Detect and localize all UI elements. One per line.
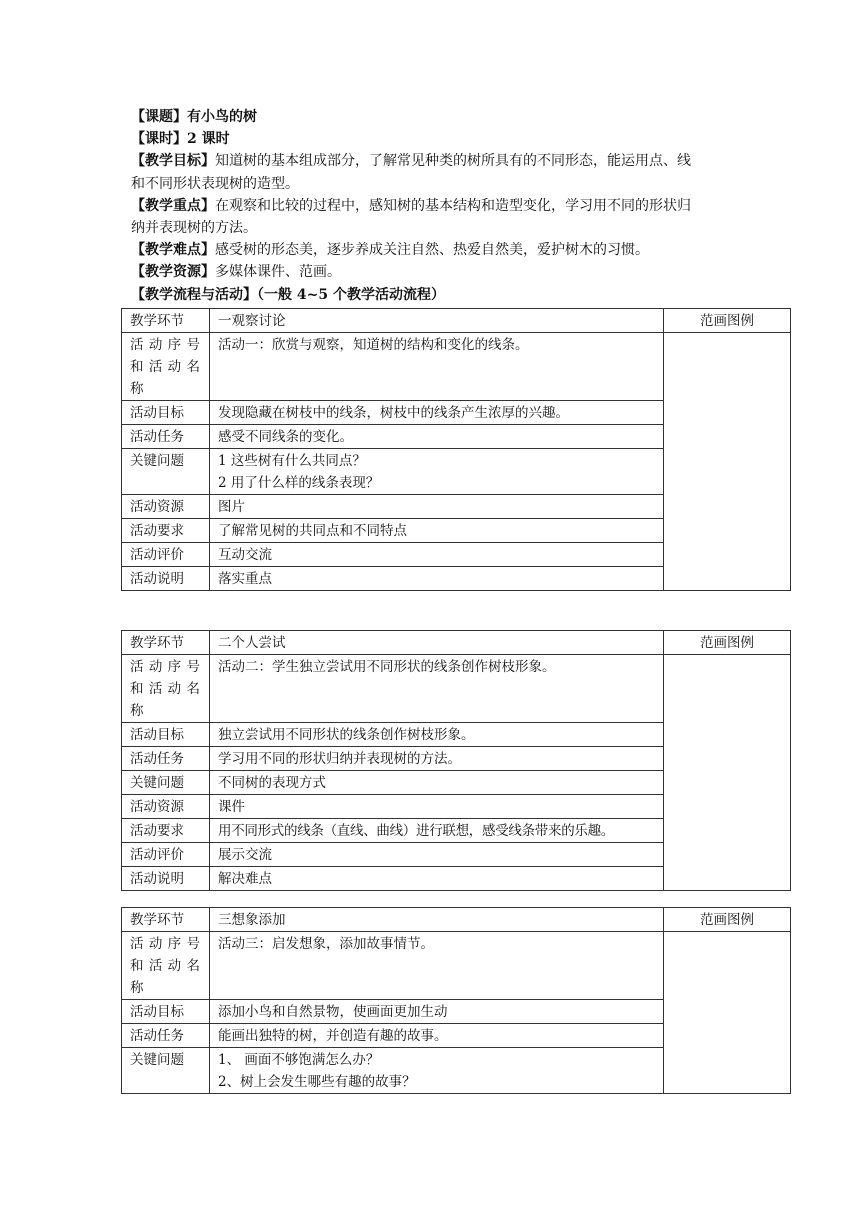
activity-label: 活动序号和活动名称 (122, 932, 210, 1000)
goal-value-1: 知道树的基本组成部分，了解常见种类的树所具有的不同形态，能运用点、线 (215, 153, 691, 170)
task-value: 能画出独特的树，并创造有趣的故事。 (210, 1024, 664, 1048)
difficulty-line (131, 239, 751, 261)
stage-value: 三想象添加 (210, 908, 664, 932)
goal-value-2: 和不同形状表现树的造型。 (131, 175, 299, 192)
goal-label: 活动目标 (122, 723, 210, 747)
note-value: 落实重点 (210, 567, 664, 591)
question-values (210, 449, 664, 495)
stage-label: 教学环节 (122, 631, 210, 655)
resource-value: 多媒体课件、范画。 (215, 264, 341, 281)
require-label: 活动要求 (122, 819, 210, 843)
key-point-value-1: 在观察和比较的过程中，感知树的基本结构和造型变化，学习用不同的形状归 (215, 197, 691, 214)
activity-table-2 (121, 630, 791, 891)
activity-label: 活动序号和活动名称 (122, 333, 210, 401)
activity-table-1 (121, 308, 791, 591)
table-row (122, 333, 791, 401)
goal-value: 添加小鸟和自然景物，使画面更加生动 (210, 1000, 664, 1024)
eval-label: 活动评价 (122, 843, 210, 867)
key-point-label: 【教学重点】 (131, 197, 215, 214)
key-point-value-2: 纳并表现树的方法。 (131, 220, 257, 237)
require-value: 了解常见树的共同点和不同特点 (210, 519, 664, 543)
question-item: 2 用了什么样的线条表现？ (218, 475, 380, 491)
goal-value: 发现隐藏在树枝中的线条，树枝中的线条产生浓厚的兴趣。 (210, 401, 664, 425)
goal-label: 【教学目标】 (131, 153, 215, 170)
stage-value: 二个人尝试 (210, 631, 664, 655)
activity-label: 活动序号和活动名称 (122, 655, 210, 723)
lesson-header (131, 106, 751, 306)
note-label: 活动说明 (122, 567, 210, 591)
question-value: 不同树的表现方式 (210, 771, 664, 795)
goal-line (131, 150, 751, 172)
stage-value: 一观察讨论 (210, 309, 664, 333)
goal-label: 活动目标 (122, 1000, 210, 1024)
activity-table-3 (121, 907, 791, 1094)
example-image-cell (664, 655, 791, 891)
question-item: 1、 画面不够饱满怎么办？ (218, 1052, 380, 1068)
question-item: 2、树上会发生哪些有趣的故事？ (218, 1074, 416, 1090)
flow-line (131, 284, 751, 306)
example-image-cell (664, 932, 791, 1094)
note-value: 解决难点 (210, 867, 664, 891)
example-label: 范画图例 (664, 908, 791, 932)
question-values (210, 1048, 664, 1094)
stage-label: 教学环节 (122, 908, 210, 932)
key-point-line (131, 195, 751, 217)
eval-value: 互动交流 (210, 543, 664, 567)
flow-label: 【教学流程与活动】（一般 4~5 个教学活动流程） (131, 286, 445, 303)
question-label: 关键问题 (122, 449, 210, 495)
table-row (122, 932, 791, 1000)
resource-value: 课件 (210, 795, 664, 819)
note-label: 活动说明 (122, 867, 210, 891)
example-label: 范画图例 (664, 631, 791, 655)
resource-line (131, 261, 751, 283)
require-value: 用不同形式的线条（直线、曲线）进行联想，感受线条带来的乐趣。 (210, 819, 664, 843)
resource-label: 活动资源 (122, 795, 210, 819)
question-label: 关键问题 (122, 771, 210, 795)
require-label: 活动要求 (122, 519, 210, 543)
resource-label: 【教学资源】 (131, 264, 215, 281)
table-row (122, 908, 791, 932)
stage-label: 教学环节 (122, 309, 210, 333)
topic-value: 有小鸟的树 (187, 109, 257, 125)
hours-label: 【课时】 (131, 131, 187, 148)
activity-value: 活动二：学生独立尝试用不同形状的线条创作树枝形象。 (210, 655, 664, 723)
example-image-cell (664, 333, 791, 591)
goal-line-2 (131, 173, 751, 195)
activity-value: 活动三：启发想象，添加故事情节。 (210, 932, 664, 1000)
difficulty-label: 【教学难点】 (131, 242, 215, 259)
table-row (122, 631, 791, 655)
goal-label: 活动目标 (122, 401, 210, 425)
example-label: 范画图例 (664, 309, 791, 333)
table-row (122, 309, 791, 333)
goal-value: 独立尝试用不同形状的线条创作树枝形象。 (210, 723, 664, 747)
eval-value: 展示交流 (210, 843, 664, 867)
task-label: 活动任务 (122, 747, 210, 771)
difficulty-value: 感受树的形态美，逐步养成关注自然、热爱自然美，爱护树木的习惯。 (215, 242, 649, 259)
task-value: 学习用不同的形状归纳并表现树的方法。 (210, 747, 664, 771)
hours-line (131, 128, 751, 150)
topic-label: 【课题】 (131, 109, 187, 125)
task-value: 感受不同线条的变化。 (210, 425, 664, 449)
table-row (122, 655, 791, 723)
task-label: 活动任务 (122, 1024, 210, 1048)
resource-label: 活动资源 (122, 495, 210, 519)
topic-line (131, 106, 751, 128)
resource-value: 图片 (210, 495, 664, 519)
hours-value: 2 课时 (187, 131, 230, 148)
task-label: 活动任务 (122, 425, 210, 449)
activity-value: 活动一：欣赏与观察，知道树的结构和变化的线条。 (210, 333, 664, 401)
question-item: 1 这些树有什么共同点？ (218, 453, 366, 469)
eval-label: 活动评价 (122, 543, 210, 567)
question-label: 关键问题 (122, 1048, 210, 1094)
key-point-line-2 (131, 217, 751, 239)
